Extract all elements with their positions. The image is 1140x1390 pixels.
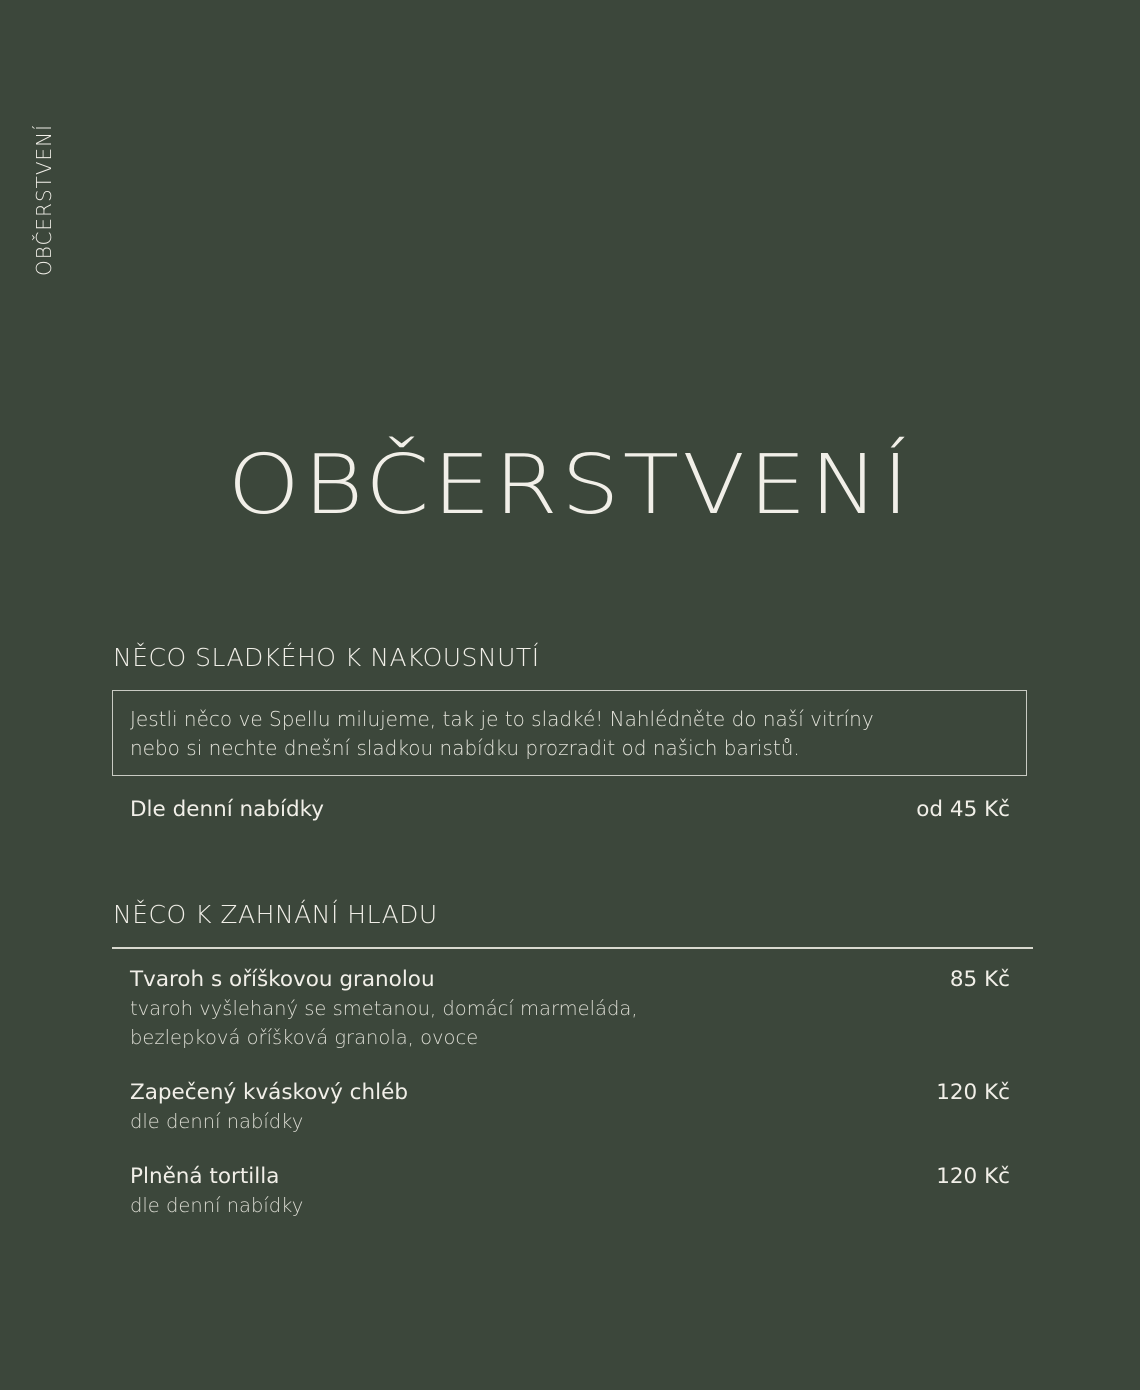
description-line: bezlepková oříšková granola, ovoce <box>130 1026 479 1049</box>
side-section-label <box>30 92 58 308</box>
section-heading-sweets: NĚCO SLADKÉHO K NAKOUSNUTÍ <box>113 643 540 672</box>
description-line: dle denní nabídky <box>130 1194 304 1217</box>
menu-item-tortilla <box>130 1163 1010 1220</box>
menu-item-name: Tvaroh s oříškovou granolou <box>130 967 435 992</box>
menu-item-description <box>130 994 1010 1052</box>
menu-item-name: Plněná tortilla <box>130 1164 280 1189</box>
notice-line: Jestli něco ve Spellu milujeme, tak je to sladké! Nahlédněte do naší vitríny <box>130 707 874 731</box>
notice-line: nebo si nechte dnešní sladkou nabídku prozradit od našich baristů. <box>130 736 800 760</box>
sweets-notice-box <box>112 690 1027 776</box>
menu-item-description <box>130 1107 1010 1136</box>
page-title: OBČERSTVENÍ <box>227 438 913 533</box>
menu-item-chleb <box>130 1079 1010 1136</box>
menu-item-description <box>130 1191 1010 1220</box>
menu-item-name: Zapečený kváskový chléb <box>130 1080 408 1105</box>
menu-item-price: 120 Kč <box>936 1080 1010 1105</box>
menu-item-tvaroh <box>130 966 1010 1052</box>
menu-item-price: 120 Kč <box>936 1164 1010 1189</box>
section-divider <box>112 947 1033 949</box>
menu-item-price: od 45 Kč <box>916 797 1010 822</box>
section-heading-savory: NĚCO K ZAHNÁNÍ HLADU <box>113 900 438 929</box>
menu-item-daily-sweets <box>130 796 1010 824</box>
menu-item-name: Dle denní nabídky <box>130 797 325 822</box>
side-section-label-text: OBČERSTVENÍ <box>32 123 57 277</box>
menu-item-price: 85 Kč <box>949 967 1010 992</box>
description-line: dle denní nabídky <box>130 1110 304 1133</box>
description-line: tvaroh vyšlehaný se smetanou, domácí marmeláda, <box>130 997 638 1020</box>
